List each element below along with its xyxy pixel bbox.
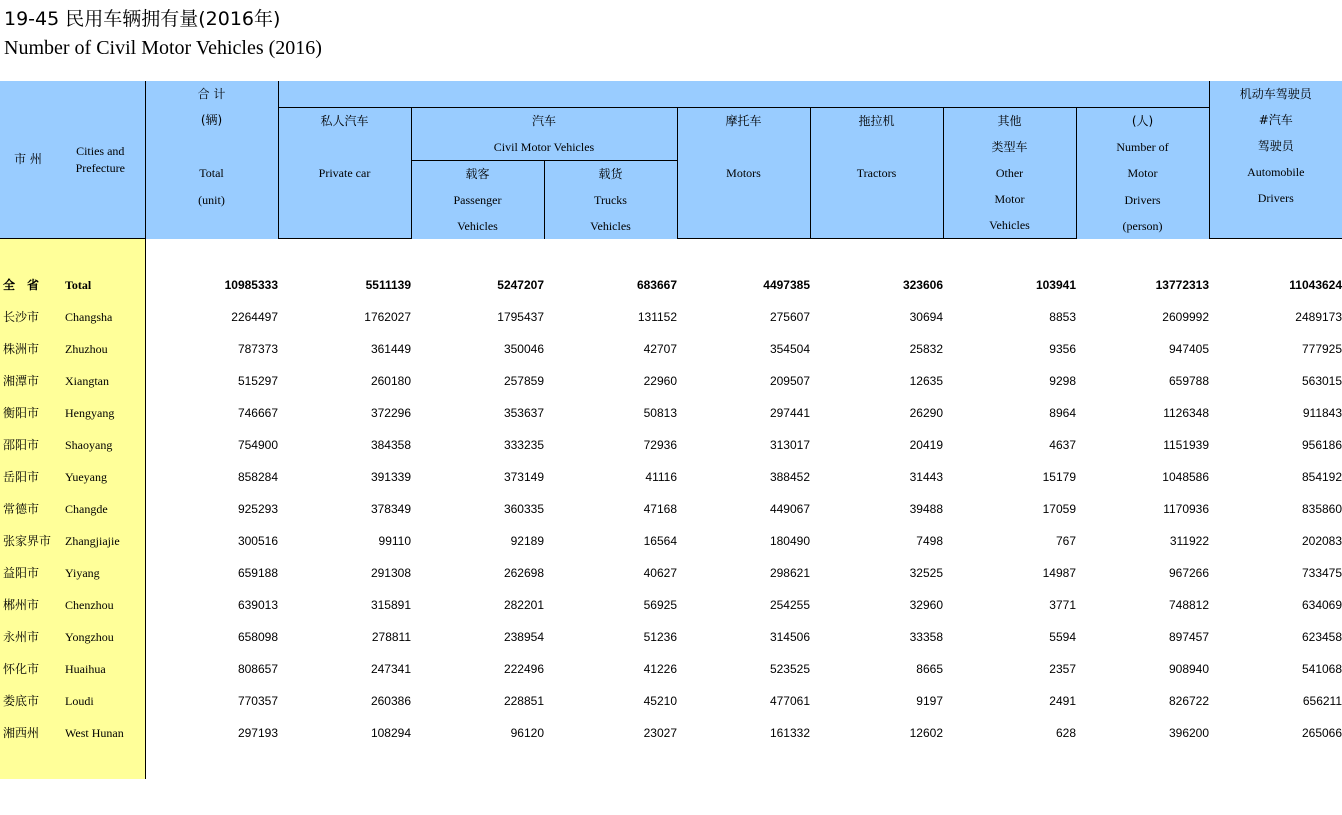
value-cell: 733475	[1301, 566, 1342, 580]
header-auto-cn-2: 驾驶员	[1257, 139, 1294, 153]
value-cell: 9197	[916, 694, 943, 708]
city-cell	[0, 333, 145, 365]
city-cell	[0, 301, 145, 333]
city-name-cn: 株洲市	[3, 342, 40, 356]
value-cell: 12635	[909, 374, 943, 388]
value-cell: 372296	[370, 406, 411, 420]
value-cell: 754900	[237, 438, 278, 452]
header-total-cn: 合 计	[145, 81, 278, 107]
value-cell: 767	[1055, 534, 1076, 548]
city-name-en: Loudi	[65, 694, 94, 708]
value-cell: 265066	[1301, 726, 1342, 740]
value-cell: 45210	[643, 694, 677, 708]
value-cell: 41226	[643, 662, 677, 676]
table-row	[0, 397, 1342, 429]
city-cell	[0, 621, 145, 653]
header-drivers-en-2: Motor	[1076, 160, 1209, 187]
value-cell: 12602	[909, 726, 943, 740]
value-cell: 50813	[643, 406, 677, 420]
table-row	[0, 493, 1342, 525]
value-cell: 315891	[370, 598, 411, 612]
value-cell: 388452	[769, 470, 810, 484]
value-cell: 350046	[503, 342, 544, 356]
value-cell: 634069	[1301, 598, 1342, 612]
header-motors	[677, 107, 810, 239]
header-motors-en: Motors	[726, 165, 761, 180]
table-body	[0, 239, 1342, 750]
header-drivers-en-3: Drivers	[1076, 187, 1209, 213]
header-other-en-3: Vehicles	[989, 217, 1030, 232]
header-trucks-cn: 载货	[544, 160, 677, 187]
value-cell: 13772313	[1155, 278, 1210, 292]
value-cell: 323606	[902, 278, 943, 292]
value-cell: 333235	[503, 438, 544, 452]
value-cell: 26290	[909, 406, 943, 420]
header-other-cn-2: 类型车	[991, 139, 1028, 154]
value-cell: 659188	[237, 566, 278, 580]
header-auto-cn-1: #汽车	[1258, 113, 1293, 127]
value-cell: 908940	[1168, 662, 1210, 676]
city-name-cn: 岳阳市	[3, 470, 40, 484]
value-cell: 22960	[643, 374, 677, 388]
value-cell: 40627	[643, 566, 677, 580]
header-city-en-2: Prefecture	[75, 160, 125, 175]
value-cell: 1762027	[364, 310, 411, 324]
city-name-en: Zhuzhou	[65, 342, 108, 356]
header-total-end	[145, 213, 278, 239]
value-cell: 180490	[769, 534, 810, 548]
value-cell: 391339	[370, 470, 411, 484]
value-cell: 746667	[237, 406, 278, 420]
value-cell: 47168	[643, 502, 677, 516]
city-cell	[0, 397, 145, 429]
header-city-en-1: Cities and	[76, 143, 125, 158]
city-name-cn: 常德市	[3, 502, 40, 516]
value-cell: 297193	[237, 726, 278, 740]
value-cell: 1048586	[1162, 470, 1210, 484]
value-cell: 262698	[503, 566, 544, 580]
city-name-cn: 郴州市	[3, 598, 40, 612]
value-cell: 477061	[769, 694, 810, 708]
header-auto-en-2: Drivers	[1257, 191, 1294, 205]
city-name-cn: 湘西州	[3, 726, 40, 740]
value-cell: 748812	[1168, 598, 1210, 612]
city-cell	[0, 461, 145, 493]
value-cell: 51236	[643, 630, 677, 644]
header-private-en: Private car	[318, 165, 371, 180]
value-cell: 30694	[909, 310, 943, 324]
city-cell	[0, 653, 145, 685]
header-passenger-en-1: Passenger	[411, 187, 544, 213]
value-cell: 11043624	[1289, 278, 1342, 292]
value-cell: 7498	[916, 534, 943, 548]
value-cell: 9298	[1049, 374, 1076, 388]
value-cell: 291308	[370, 566, 411, 580]
value-cell: 278811	[371, 630, 411, 644]
city-name-en: Xiangtan	[65, 374, 109, 388]
table-row-total	[0, 269, 1342, 301]
value-cell: 16564	[643, 534, 677, 548]
header-trucks-en-1: Trucks	[544, 187, 677, 213]
value-cell: 523525	[769, 662, 810, 676]
value-cell: 103941	[1035, 278, 1076, 292]
value-cell: 361449	[370, 342, 411, 356]
city-cell	[0, 365, 145, 397]
value-cell: 33358	[909, 630, 943, 644]
value-cell: 260180	[370, 374, 411, 388]
header-tractors-cn: 拖拉机	[858, 113, 895, 128]
value-cell: 911843	[1302, 406, 1342, 420]
value-cell: 39488	[909, 502, 943, 516]
table-footer	[0, 749, 1342, 779]
table-row	[0, 365, 1342, 397]
city-name-cn: 湘潭市	[3, 374, 40, 388]
value-cell: 72936	[643, 438, 677, 452]
header-total-gap	[145, 134, 278, 161]
header-auto-en-1: Automobile	[1247, 165, 1305, 179]
header-other-en-1: Other	[995, 165, 1024, 180]
value-cell: 826722	[1168, 694, 1210, 708]
city-cell	[0, 429, 145, 461]
city-cell	[0, 557, 145, 589]
header-total-en: Total	[145, 160, 278, 187]
value-cell: 808657	[237, 662, 278, 676]
value-cell: 238954	[503, 630, 544, 644]
value-cell: 9356	[1049, 342, 1076, 356]
city-name-cn: 全 省	[3, 278, 40, 292]
value-cell: 25832	[909, 342, 943, 356]
value-cell: 541068	[1301, 662, 1342, 676]
value-cell: 3771	[1049, 598, 1076, 612]
value-cell: 656211	[1302, 694, 1342, 708]
value-cell: 449067	[769, 502, 810, 516]
table-row	[0, 461, 1342, 493]
value-cell: 659788	[1168, 374, 1210, 388]
table-row	[0, 557, 1342, 589]
value-cell: 2491	[1049, 694, 1076, 708]
city-name-en: Shaoyang	[65, 438, 113, 452]
value-cell: 967266	[1168, 566, 1210, 580]
city-name-en: Yongzhou	[65, 630, 114, 644]
value-cell: 2264497	[231, 310, 278, 324]
value-cell: 131152	[637, 310, 677, 324]
header-other	[943, 107, 1076, 239]
table-row	[0, 525, 1342, 557]
value-cell: 311922	[1169, 534, 1210, 548]
value-cell: 5247207	[497, 278, 544, 292]
value-cell: 5594	[1049, 630, 1076, 644]
value-cell: 1126348	[1163, 406, 1210, 420]
value-cell: 956186	[1301, 438, 1342, 452]
value-cell: 4497385	[763, 278, 810, 292]
city-name-en: Total	[65, 278, 92, 292]
header-total-unit-en: (unit)	[145, 187, 278, 213]
value-cell: 17059	[1042, 502, 1076, 516]
value-cell: 770357	[237, 694, 278, 708]
value-cell: 20419	[909, 438, 943, 452]
value-cell: 254255	[769, 598, 810, 612]
city-cell	[0, 685, 145, 717]
header-civil-cn: 汽车	[411, 107, 677, 134]
value-cell: 260386	[370, 694, 411, 708]
value-cell: 41116	[645, 470, 677, 484]
value-cell: 161332	[769, 726, 810, 740]
table-row	[0, 717, 1342, 749]
header-city-cn: 市 州	[14, 152, 42, 166]
header-group-band	[278, 81, 1209, 107]
header-civil-en: Civil Motor Vehicles	[411, 134, 677, 161]
value-cell: 854192	[1301, 470, 1342, 484]
header-motors-cn: 摩托车	[725, 113, 762, 128]
city-name-en: West Hunan	[65, 726, 124, 740]
value-cell: 623458	[1301, 630, 1342, 644]
header-other-cn-1: 其他	[997, 113, 1022, 128]
value-cell: 897457	[1168, 630, 1210, 644]
value-cell: 10985333	[224, 278, 278, 292]
city-name-en: Zhangjiajie	[65, 534, 120, 548]
value-cell: 56925	[643, 598, 677, 612]
value-cell: 282201	[503, 598, 544, 612]
value-cell: 8964	[1049, 406, 1076, 420]
value-cell: 639013	[237, 598, 278, 612]
value-cell: 2609992	[1162, 310, 1210, 324]
table-row	[0, 589, 1342, 621]
header-drivers-unit-en: (person)	[1076, 213, 1209, 239]
city-name-en: Chenzhou	[65, 598, 114, 612]
value-cell: 658098	[237, 630, 278, 644]
value-cell: 925293	[237, 502, 278, 516]
header-other-en-2: Motor	[994, 191, 1025, 206]
table-row	[0, 685, 1342, 717]
value-cell: 4637	[1049, 438, 1076, 452]
value-cell: 31443	[909, 470, 943, 484]
value-cell: 8665	[916, 662, 943, 676]
value-cell: 314506	[769, 630, 810, 644]
header-drivers-en-1: Number of	[1076, 134, 1209, 161]
value-cell: 353637	[503, 406, 544, 420]
table-row	[0, 301, 1342, 333]
value-cell: 298621	[769, 566, 810, 580]
value-cell: 2357	[1049, 662, 1076, 676]
city-name-cn: 张家界市	[3, 534, 52, 548]
value-cell: 378349	[370, 502, 411, 516]
table-row	[0, 333, 1342, 365]
value-cell: 1795437	[497, 310, 544, 324]
value-cell: 228851	[503, 694, 544, 708]
city-name-cn: 衡阳市	[3, 406, 40, 420]
value-cell: 222496	[503, 662, 544, 676]
header-passenger-cn: 载客	[411, 160, 544, 187]
vehicle-table	[0, 81, 1342, 779]
city-name-en: Changsha	[65, 310, 113, 324]
city-cell	[0, 589, 145, 621]
value-cell: 202083	[1301, 534, 1342, 548]
page-title-en: Number of Civil Motor Vehicles (2016)	[4, 37, 322, 59]
value-cell: 947405	[1168, 342, 1210, 356]
header-trucks-en-2: Vehicles	[544, 213, 677, 239]
value-cell: 8853	[1049, 310, 1076, 324]
value-cell: 777925	[1301, 342, 1342, 356]
value-cell: 247341	[370, 662, 411, 676]
city-cell	[0, 717, 145, 749]
city-cell	[0, 493, 145, 525]
value-cell: 628	[1055, 726, 1076, 740]
city-name-en: Changde	[65, 502, 108, 516]
value-cell: 835860	[1301, 502, 1342, 516]
value-cell: 14987	[1042, 566, 1076, 580]
header-passenger-en-2: Vehicles	[411, 213, 544, 239]
header-total-unit-cn: (辆)	[145, 107, 278, 134]
city-name-cn: 永州市	[3, 630, 40, 644]
city-name-en: Huaihua	[65, 662, 106, 676]
value-cell: 96120	[510, 726, 544, 740]
header-private	[278, 107, 411, 239]
city-name-cn: 怀化市	[3, 662, 40, 676]
value-cell: 858284	[237, 470, 278, 484]
value-cell: 373149	[503, 470, 544, 484]
value-cell: 99110	[378, 534, 411, 548]
value-cell: 396200	[1168, 726, 1210, 740]
value-cell: 257859	[503, 374, 544, 388]
page-title-cn: 19-45 民用车辆拥有量(2016年)	[4, 8, 281, 30]
value-cell: 209507	[769, 374, 810, 388]
header-drivers-unit-cn: (人)	[1076, 107, 1209, 134]
city-name-cn: 娄底市	[3, 694, 40, 708]
value-cell: 32960	[909, 598, 943, 612]
header-tractors	[810, 107, 943, 239]
value-cell: 15179	[1042, 470, 1076, 484]
value-cell: 5511139	[365, 278, 411, 292]
header-drivers-cn: 机动车驾驶员	[1209, 81, 1342, 107]
value-cell: 32525	[909, 566, 943, 580]
city-name-en: Hengyang	[65, 406, 115, 420]
value-cell: 515297	[237, 374, 278, 388]
city-cell	[0, 269, 145, 301]
city-name-en: Yueyang	[65, 470, 107, 484]
city-cell	[0, 525, 145, 557]
city-name-en: Yiyang	[65, 566, 100, 580]
value-cell: 297441	[769, 406, 810, 420]
table-row	[0, 653, 1342, 685]
value-cell: 787373	[237, 342, 278, 356]
value-cell: 384358	[370, 438, 411, 452]
header-tractors-en: Tractors	[856, 165, 897, 180]
city-name-cn: 邵阳市	[3, 438, 40, 452]
value-cell: 275607	[769, 310, 810, 324]
value-cell: 563015	[1301, 374, 1342, 388]
value-cell: 108294	[370, 726, 411, 740]
value-cell: 300516	[237, 534, 278, 548]
city-name-cn: 长沙市	[3, 310, 40, 324]
value-cell: 1170936	[1163, 502, 1210, 516]
city-name-cn: 益阳市	[3, 566, 40, 580]
value-cell: 42707	[643, 342, 677, 356]
header-auto	[1209, 107, 1342, 239]
value-cell: 354504	[769, 342, 810, 356]
value-cell: 360335	[503, 502, 544, 516]
table-row	[0, 621, 1342, 653]
header-private-cn: 私人汽车	[320, 113, 369, 128]
value-cell: 313017	[769, 438, 810, 452]
value-cell: 92189	[510, 534, 544, 548]
value-cell: 23027	[643, 726, 677, 740]
value-cell: 2489173	[1295, 310, 1342, 324]
table-row	[0, 429, 1342, 461]
value-cell: 683667	[636, 278, 677, 292]
value-cell: 1151939	[1163, 438, 1210, 452]
header-city	[0, 81, 145, 239]
